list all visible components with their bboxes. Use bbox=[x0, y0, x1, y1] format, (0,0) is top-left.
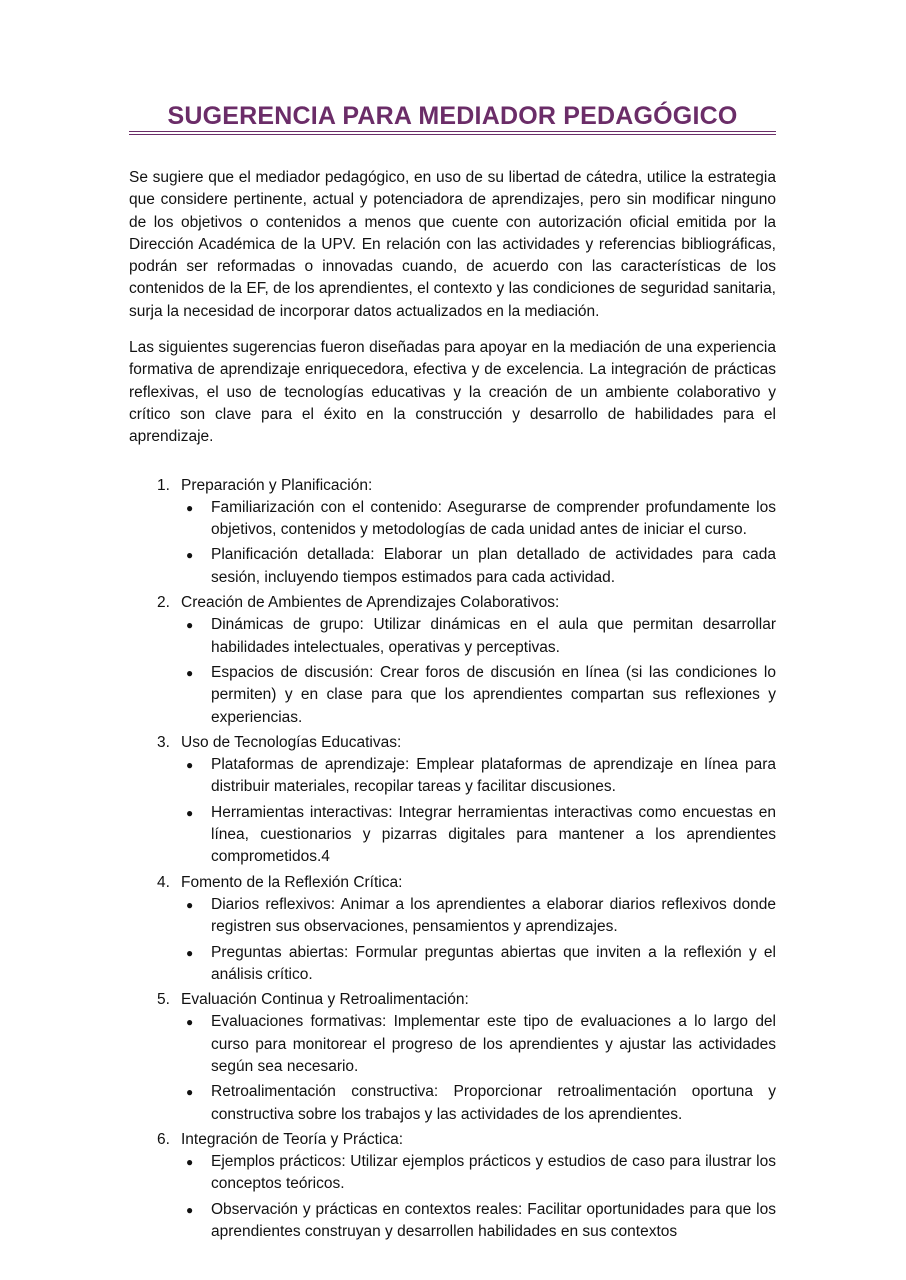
section-heading: Fomento de la Reflexión Crítica: bbox=[181, 873, 403, 891]
section-items bbox=[181, 1151, 776, 1243]
section-item bbox=[129, 592, 776, 729]
item-text: Plataformas de aprendizaje: Emplear plataformas de aprendizaje en línea para distribuir materiales, recopilar tareas y facilitar discusiones. bbox=[211, 756, 776, 796]
section-number: 4. bbox=[157, 873, 170, 891]
item-text: Ejemplos prácticos: Utilizar ejemplos prácticos y estudios de caso para ilustrar los conceptos teóricos. bbox=[211, 1153, 776, 1193]
item-text: Evaluaciones formativas: Implementar este tipo de evaluaciones a lo largo del curso para monitorear el progreso de los aprendientes y ajustar las actividades según sea necesario. bbox=[211, 1013, 776, 1075]
bullet-icon: ● bbox=[186, 548, 194, 563]
section-heading: Evaluación Continua y Retroalimentación: bbox=[181, 991, 469, 1009]
bullet-icon: ● bbox=[186, 897, 194, 912]
bullet-icon: ● bbox=[186, 1085, 194, 1100]
sections-list bbox=[129, 475, 776, 1244]
intro-paragraph: Se sugiere que el mediador pedagógico, en uso de su libertad de cátedra, utilice la estrategia que considere pertinente, actual y potenciadora de aprendizajes, pero sin modificar ninguno de los objetivos o contenidos a menos que cuente con autorización oficial emitida por la Dirección Académica de la UPV. En relación con las actividades y referencias bibliográficas, podrán ser reformadas o innovadas cuando, de acuerdo con las características de los contenidos de la EF, de los aprendientes, el contexto y las condiciones de seguridad sanitaria, surja la necesidad de incorporar datos actualizados en la mediación. bbox=[129, 169, 776, 320]
list-item bbox=[181, 1151, 776, 1196]
section-items bbox=[181, 614, 776, 728]
bullet-icon: ● bbox=[186, 758, 194, 773]
list-item bbox=[181, 1199, 776, 1244]
item-text: Diarios reflexivos: Animar a los aprendientes a elaborar diarios reflexivos donde registren sus observaciones, pensamientos y aprendizajes. bbox=[211, 895, 776, 936]
bullet-icon: ● bbox=[186, 805, 194, 820]
bullet-icon: ● bbox=[186, 1155, 194, 1170]
bullet-icon: ● bbox=[186, 618, 194, 633]
title-block bbox=[129, 100, 776, 135]
item-text: Espacios de discusión: Crear foros de discusión en línea (si las condiciones lo permiten) y en clase para que los aprendientes compartan sus reflexiones y experiencias. bbox=[211, 663, 776, 726]
list-item bbox=[181, 1081, 776, 1126]
section-number: 2. bbox=[157, 594, 170, 612]
section-items bbox=[181, 497, 776, 589]
section-number: 6. bbox=[157, 1130, 170, 1148]
list-item bbox=[181, 894, 776, 939]
bullet-icon: ● bbox=[186, 1202, 194, 1217]
list-item bbox=[181, 614, 776, 659]
list-item bbox=[181, 754, 776, 799]
item-text: Planificación detallada: Elaborar un plan detallado de actividades para cada sesión, incluyendo tiempos estimados para cada actividad. bbox=[211, 546, 776, 586]
list-item bbox=[181, 544, 776, 589]
list-item bbox=[181, 1011, 776, 1078]
item-text: Herramientas interactivas: Integrar herramientas interactivas como encuestas en línea, cuestionarios y pizarras digitales para mantener a los aprendientes comprometidos.4 bbox=[211, 803, 776, 866]
list-item bbox=[181, 497, 776, 542]
section-item bbox=[129, 732, 776, 869]
list-item bbox=[181, 662, 776, 729]
section-heading: Creación de Ambientes de Aprendizajes Colaborativos: bbox=[181, 594, 560, 612]
section-item bbox=[129, 475, 776, 589]
section-items bbox=[181, 1011, 776, 1125]
item-text: Dinámicas de grupo: Utilizar dinámicas en el aula que permitan desarrollar habilidades intelectuales, operativas y perceptivas. bbox=[211, 616, 776, 656]
list-item bbox=[181, 802, 776, 869]
section-item bbox=[129, 872, 776, 986]
section-heading: Integración de Teoría y Práctica: bbox=[181, 1130, 404, 1148]
item-text: Preguntas abiertas: Formular preguntas abiertas que inviten a la reflexión y el análisis crítico. bbox=[211, 943, 776, 983]
section-number: 1. bbox=[157, 476, 170, 494]
item-text: Observación y prácticas en contextos reales: Facilitar oportunidades para que los aprendientes construyan y desarrollen habilidades en sus contextos bbox=[211, 1200, 776, 1241]
document-body bbox=[129, 167, 776, 1246]
bullet-icon: ● bbox=[186, 500, 194, 515]
section-heading: Preparación y Planificación: bbox=[181, 476, 373, 494]
list-item bbox=[181, 942, 776, 987]
item-text: Retroalimentación constructiva: Proporcionar retroalimentación oportuna y constructiva sobre los trabajos y las actividades de los aprendientes. bbox=[211, 1083, 776, 1123]
section-number: 5. bbox=[157, 991, 170, 1009]
section-heading: Uso de Tecnologías Educativas: bbox=[181, 733, 402, 751]
page-title: SUGERENCIA PARA MEDIADOR PEDAGÓGICO bbox=[167, 102, 738, 130]
section-item bbox=[129, 1129, 776, 1243]
suggestions-paragraph: Las siguientes sugerencias fueron diseñadas para apoyar en la mediación de una experiencia formativa de aprendizaje enriquecedora, efectiva y de excelencia. La integración de prácticas reflexivas, el uso de tecnologías educativas y la creación de un ambiente colaborativo y crítico son clave para el éxito en la construcción y desarrollo de habilidades para el aprendizaje. bbox=[129, 339, 776, 446]
bullet-icon: ● bbox=[186, 1015, 194, 1030]
item-text: Familiarización con el contenido: Asegurarse de comprender profundamente los objetivos, contenidos y metodologías de cada unidad antes de iniciar el curso. bbox=[211, 498, 776, 539]
section-items bbox=[181, 894, 776, 986]
section-number: 3. bbox=[157, 733, 170, 751]
bullet-icon: ● bbox=[186, 945, 194, 960]
section-items bbox=[181, 754, 776, 868]
section-item bbox=[129, 989, 776, 1126]
bullet-icon: ● bbox=[186, 665, 194, 680]
